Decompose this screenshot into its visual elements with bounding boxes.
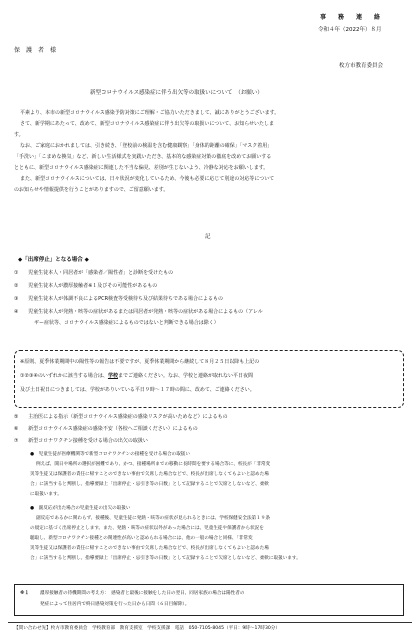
list-item-continuation: ギー症状等、コロナウイルス感染症によるものではないと判断できる場合は除く） — [34, 320, 219, 326]
attendance-stop-list — [14, 270, 263, 331]
vaccine-line: 聴取し、新型コロナワクチン接種との関連性が高いと認められる場合には、他の一般の場合と同様、「非常変 — [30, 536, 253, 541]
list-item — [14, 438, 228, 450]
list-item — [14, 414, 228, 426]
section-heading: ◆「出席停止」となる場合 ◆ — [18, 257, 89, 263]
item-text: 新型コロナウイルス感染症の感染不安（各校へご相談ください）によるもの — [28, 426, 198, 432]
intro-line: さて、新学期にあたって、改めて、新型コロナウイルス感染症に伴う出欠等の取扱いについて、お知らせいたしま — [20, 121, 275, 127]
vaccine-line: 副反応であるかに関わらず、接種後、児童生徒に発熱・咳等の症状が見られるときには、学校保健安全法第１９条 — [36, 516, 270, 521]
intro-paragraph — [14, 110, 279, 198]
box-line: ※原則、夏季休業期間中の陽性等の報告は不要ですが、夏季休業期間から継続して８月２５日以降も上記の — [20, 359, 260, 365]
item-number: ② — [14, 283, 19, 289]
box-line: ①②③④のいずれかに該当する場合は、学校までご連絡ください。なお、学校と連絡が取れない平日夜間 — [20, 373, 253, 379]
vaccine-line: 災等生徒又は保護者の責任に帰すことのできない事由で欠席した場合などで、校長が出席しなくてもよいと認めた場 — [30, 472, 269, 477]
intro-line: 平素より、本市の新型コロナウイルス感染予防対策にご理解・ご協力いただきまして、誠にありがとうございます。 — [20, 110, 280, 116]
footnote-line: 発症によって住居内で終日感染対策を行った日から日間（６日目解除）。 — [40, 602, 190, 607]
intro-line: なお、ご家庭におかれましては、引き続き、「登校前の検温を含む健康観察」「身体的距離の確保」「マスク着用」 — [20, 143, 273, 149]
vaccine-line: 例えば、開日や場所の選択が困難であり、かつ、接種場所までの移動に長時間を要する場合等に、校長が「非常変 — [36, 462, 271, 467]
item-text: 児童生徒本人が体調不良によるPCR検査等受検待ち及び結果待ちである場合によるもの — [28, 296, 224, 302]
item-number: ⑦ — [14, 438, 19, 444]
vaccine-line: 合」に該当すると判断し、指導要録上「出席停止・忌引き等の日数」として記録することで欠席としないなど、柔軟に取扱います。 — [30, 556, 301, 561]
intro-line: 「手洗い」「こまめな換気」など、新しい生活様式を実践いただき、基本的な感染症対策の徹底を改めてお願いする — [14, 154, 272, 160]
item-text: 新型コロナワクチン接種を受ける場合の出欠の取扱い — [28, 438, 148, 444]
vaccine-line: 災等生徒又は保護者の責任に帰すことのできない事由で欠席した場合などで、校長が出席しなくてもよいと認めた場 — [30, 546, 269, 551]
item-number: ④ — [14, 309, 19, 315]
item-text: 児童生徒本人が発熱・咳等の症状があるまたは同居者が発熱・咳等の症状がある場合によるもの（アレル — [28, 309, 263, 315]
box-line: 及び土日祝日につきましては、学校がありいている平日９時～１７時の間に、改めて、ご連絡ください。 — [20, 387, 255, 393]
contact-footer: 【問い合わせ先】枚方市教育委員会 学校教育部 教育支援室 学校支援課 電話 050-7105-8045（平日：9時～17時30分） — [14, 626, 280, 631]
item-number: ③ — [14, 296, 19, 302]
vaccine-subheading: ● 副反応が出た場合の児童生徒の出欠の取扱い — [30, 506, 131, 511]
recipient: 保 護 者 様 — [14, 47, 57, 54]
item-number: ① — [14, 270, 19, 276]
vaccine-subheading: ● 児童生徒が医療機関等で新型コロナワクチンの接種を受ける場合の取扱い — [30, 452, 190, 457]
vaccine-section — [30, 452, 301, 566]
document-date: 令和４年（2022年）８月 — [318, 27, 382, 33]
notice-type: 事 務 連 絡 — [320, 14, 384, 21]
intro-line: とともに、新型コロナウイルス感染症に関連した不当な偏見、差別が生じないよう、冷静な対応をお願いします。 — [14, 165, 269, 171]
list-item — [14, 296, 263, 309]
item-number: ⑤ — [14, 414, 19, 420]
footnote-line: 濃厚接触者の待機期間の考え方： 感染者と最後に接触をした日の翌日、同居家族の場合は陽性者の — [40, 591, 245, 596]
ki-mark: 記 — [205, 234, 211, 240]
document-title: 新型コロナウイルス感染症に伴う出欠等の取扱いについて （お願い） — [90, 90, 263, 96]
intro-line: す。 — [14, 132, 24, 138]
footnote-text — [40, 591, 244, 613]
intro-line: また、新型コロナウイルスについては、日々状況が変化しているため、今後も必要に応じて別途の対応等について — [20, 176, 275, 182]
list-item — [14, 426, 228, 438]
list-item — [14, 283, 263, 296]
sender: 枚方市教育委員会 — [339, 63, 384, 69]
notice-box-text — [20, 359, 259, 401]
item-number: ⑥ — [14, 426, 19, 432]
item-text: 児童生徒本人が濃厚接触者※１及びその可能性があるもの — [28, 283, 158, 289]
vaccine-line: 合」に該当すると判断し、指導要録上「出席停止・忌引き等の日数」として記録することで欠席としないなど、柔軟 — [30, 482, 269, 487]
item-text: 児童生徒本人・同居者が「感染者／陽性者」と診断を受けたもの — [28, 270, 174, 276]
other-cases-list — [14, 414, 228, 450]
item-text: 主治医による指示（新型コロナウイルス感染症の感染リスクが高いためなど）によるもの — [28, 414, 228, 420]
list-item — [14, 309, 263, 320]
footnote-mark: ※１ — [20, 591, 30, 596]
vaccine-line: に取扱います。 — [30, 492, 62, 497]
intro-line: のお知らせや情報提供を行うことがありますので、ご留意願います。 — [14, 187, 169, 193]
vaccine-line: の規定に基づく出席停止とします。また、発熱・咳等の症状以外があった場合には、児童生徒や保護者から状況を — [30, 526, 264, 531]
list-item — [14, 270, 263, 283]
emphasized-text: 学校 — [107, 373, 118, 379]
